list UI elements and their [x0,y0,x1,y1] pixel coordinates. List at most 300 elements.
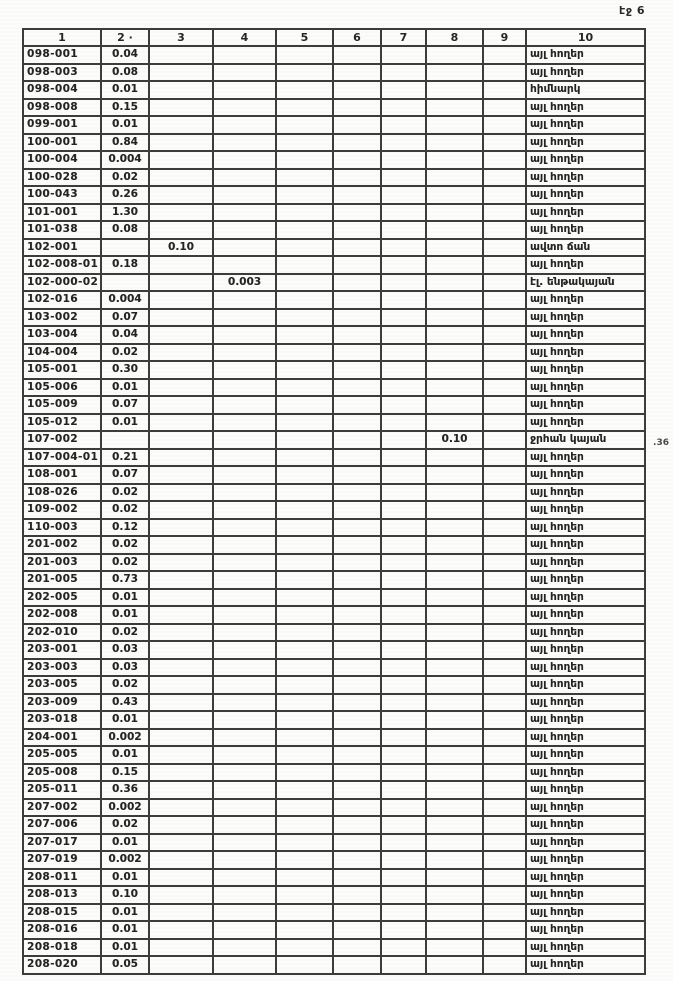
empty-cell [381,939,426,957]
table-row [23,81,645,99]
empty-cell [276,239,333,257]
empty-cell [276,589,333,607]
empty-cell [483,781,526,799]
land-use-cell: այլ հողեր [526,606,645,624]
empty-cell [381,676,426,694]
area-value-cell: 1.30 [101,204,149,222]
empty-cell [149,921,213,939]
empty-cell [483,116,526,134]
empty-cell [333,554,381,572]
empty-cell [149,484,213,502]
column-header: 4 [213,29,276,46]
land-use-cell: այլ հողեր [526,764,645,782]
area-value-cell: 0.02 [101,484,149,502]
parcel-code-cell: 205-008 [23,764,101,782]
empty-cell [381,186,426,204]
empty-cell [213,554,276,572]
land-use-cell: այլ հողեր [526,571,645,589]
area-value-cell: 0.004 [101,291,149,309]
empty-cell [483,431,526,449]
area-value-cell: 0.26 [101,186,149,204]
empty-cell [426,361,483,379]
parcel-code-cell: 208-015 [23,904,101,922]
empty-cell [426,81,483,99]
parcel-code-cell: 207-017 [23,834,101,852]
land-use-cell: այլ հողեր [526,659,645,677]
column-header: 2 · [101,29,149,46]
land-use-cell: այլ հողեր [526,46,645,64]
table-row [23,676,645,694]
empty-cell [213,64,276,82]
empty-cell [483,151,526,169]
table-row [23,151,645,169]
empty-cell [426,414,483,432]
table-row [23,501,645,519]
area-value-cell: 0.002 [101,851,149,869]
empty-cell [276,449,333,467]
empty-cell [333,99,381,117]
empty-cell [426,46,483,64]
empty-cell [149,886,213,904]
margin-note: .36 [653,438,669,448]
empty-cell [483,46,526,64]
empty-cell [276,711,333,729]
empty-cell [483,256,526,274]
empty-cell [426,116,483,134]
parcel-code-cell: 202-008 [23,606,101,624]
empty-cell [483,764,526,782]
empty-cell [333,274,381,292]
area-value-cell: 0.01 [101,606,149,624]
empty-cell [381,116,426,134]
land-use-cell: այլ հողեր [526,536,645,554]
empty-cell [213,519,276,537]
table-row [23,764,645,782]
empty-cell [149,519,213,537]
empty-cell [213,344,276,362]
empty-cell [426,64,483,82]
empty-cell [483,606,526,624]
empty-cell [333,64,381,82]
land-use-cell: այլ հողեր [526,204,645,222]
empty-cell [276,151,333,169]
parcel-code-cell: 205-005 [23,746,101,764]
empty-cell [483,554,526,572]
empty-cell [333,309,381,327]
column-header: 9 [483,29,526,46]
empty-cell [276,624,333,642]
land-use-cell: այլ հողեր [526,501,645,519]
empty-cell [276,781,333,799]
empty-cell [426,641,483,659]
empty-cell [213,396,276,414]
empty-cell [381,764,426,782]
empty-cell [276,116,333,134]
empty-cell [333,134,381,152]
land-use-cell: այլ հողեր [526,309,645,327]
empty-cell [483,501,526,519]
land-use-cell: այլ հողեր [526,921,645,939]
column-header: 8 [426,29,483,46]
empty-cell [426,589,483,607]
empty-cell [149,186,213,204]
area-value-cell: 0.73 [101,571,149,589]
empty-cell [333,816,381,834]
empty-cell [276,169,333,187]
area-value-cell: 0.15 [101,764,149,782]
empty-cell [381,291,426,309]
table-row [23,64,645,82]
parcel-code-cell: 203-003 [23,659,101,677]
land-use-cell: այլ հողեր [526,99,645,117]
empty-cell [333,344,381,362]
empty-cell [276,921,333,939]
empty-cell [213,81,276,99]
land-use-cell: այլ հողեր [526,869,645,887]
table-row [23,869,645,887]
empty-cell [213,169,276,187]
parcel-code-cell: 102-016 [23,291,101,309]
empty-cell [483,571,526,589]
empty-cell [381,431,426,449]
empty-cell [149,501,213,519]
empty-cell [483,939,526,957]
empty-cell [333,711,381,729]
table-row [23,624,645,642]
empty-cell [483,746,526,764]
land-use-cell: այլ հողեր [526,484,645,502]
empty-cell [381,501,426,519]
land-use-cell: այլ հողեր [526,64,645,82]
empty-cell [426,134,483,152]
empty-cell [483,291,526,309]
empty-cell [276,571,333,589]
empty-cell [333,729,381,747]
empty-cell [426,449,483,467]
table-row [23,256,645,274]
empty-cell [276,309,333,327]
empty-cell [149,816,213,834]
empty-cell [333,291,381,309]
empty-cell [381,239,426,257]
empty-cell [276,46,333,64]
empty-cell [426,624,483,642]
empty-cell [333,256,381,274]
empty-cell [149,834,213,852]
empty-cell [213,151,276,169]
empty-cell [483,921,526,939]
table-row [23,466,645,484]
empty-cell [149,431,213,449]
empty-cell [276,274,333,292]
parcel-code-cell: 201-002 [23,536,101,554]
land-use-cell: այլ հողեր [526,221,645,239]
table-row [23,956,645,974]
empty-cell [483,694,526,712]
empty-cell [149,554,213,572]
empty-cell [213,134,276,152]
empty-cell [426,554,483,572]
land-use-cell: այլ հողեր [526,589,645,607]
empty-cell [426,729,483,747]
empty-cell [149,589,213,607]
empty-cell [483,396,526,414]
empty-cell [483,414,526,432]
table-row [23,904,645,922]
empty-cell [149,379,213,397]
empty-cell [381,414,426,432]
column-header: 10 [526,29,645,46]
empty-cell [276,536,333,554]
empty-cell [381,151,426,169]
empty-cell [381,256,426,274]
empty-cell [276,221,333,239]
empty-cell [483,274,526,292]
empty-cell [149,729,213,747]
land-use-cell: այլ հողեր [526,624,645,642]
land-use-cell: այլ հողեր [526,379,645,397]
empty-cell [381,309,426,327]
empty-cell [333,519,381,537]
empty-cell [381,466,426,484]
empty-cell [333,589,381,607]
area-value-cell: 0.12 [101,519,149,537]
land-use-cell: այլ հողեր [526,256,645,274]
empty-cell [213,764,276,782]
empty-cell [483,851,526,869]
land-use-cell: այլ հողեր [526,361,645,379]
empty-cell [483,834,526,852]
empty-cell [483,711,526,729]
parcel-code-cell: 107-004-01 [23,449,101,467]
empty-cell [213,221,276,239]
table-row [23,116,645,134]
empty-cell [276,186,333,204]
table-row [23,659,645,677]
empty-cell [381,904,426,922]
empty-cell [333,624,381,642]
parcel-code-cell: 098-003 [23,64,101,82]
land-use-cell: այլ հողեր [526,116,645,134]
empty-cell [213,869,276,887]
empty-cell [333,81,381,99]
empty-cell [276,379,333,397]
table-row [23,729,645,747]
parcel-code-cell: 204-001 [23,729,101,747]
parcel-code-cell: 207-006 [23,816,101,834]
empty-cell [149,81,213,99]
empty-cell [381,169,426,187]
area-value-cell: 0.01 [101,116,149,134]
land-use-cell: այլ հողեր [526,676,645,694]
empty-cell [483,956,526,974]
empty-cell [101,431,149,449]
empty-cell [149,571,213,589]
empty-cell [333,606,381,624]
area-value-cell: 0.04 [101,46,149,64]
land-use-cell: այլ հողեր [526,799,645,817]
empty-cell [213,239,276,257]
parcel-code-cell: 100-043 [23,186,101,204]
empty-cell [149,99,213,117]
page-number: էջ 6 [619,4,645,17]
table-row [23,641,645,659]
table-row [23,571,645,589]
parcel-code-cell: 108-001 [23,466,101,484]
empty-cell [381,729,426,747]
empty-cell [333,921,381,939]
empty-cell [276,466,333,484]
empty-cell [149,326,213,344]
land-use-cell: այլ հողեր [526,746,645,764]
parcel-code-cell: 202-010 [23,624,101,642]
area-value-cell: 0.01 [101,379,149,397]
empty-cell [276,431,333,449]
empty-cell [276,729,333,747]
empty-cell [149,361,213,379]
table-row [23,361,645,379]
empty-cell [213,99,276,117]
area-value-cell: 0.03 [101,641,149,659]
land-use-cell: այլ հողեր [526,554,645,572]
empty-cell [333,186,381,204]
table-row [23,396,645,414]
empty-cell [426,519,483,537]
area-value-cell: 0.18 [101,256,149,274]
land-use-cell: այլ հողեր [526,886,645,904]
empty-cell [149,851,213,869]
empty-cell [149,641,213,659]
parcel-code-cell: 203-018 [23,711,101,729]
area-value-cell: 0.10 [149,239,213,257]
table-row [23,711,645,729]
empty-cell [149,536,213,554]
area-value-cell: 0.004 [101,151,149,169]
empty-cell [426,239,483,257]
empty-cell [149,291,213,309]
table-row [23,519,645,537]
parcel-code-cell: 208-013 [23,886,101,904]
parcel-code-cell: 203-001 [23,641,101,659]
empty-cell [426,886,483,904]
empty-cell [426,204,483,222]
empty-cell [213,886,276,904]
empty-cell [381,606,426,624]
empty-cell [333,834,381,852]
parcel-code-cell: 101-001 [23,204,101,222]
empty-cell [276,344,333,362]
land-use-cell: այլ հողեր [526,939,645,957]
empty-cell [381,659,426,677]
empty-cell [149,606,213,624]
empty-cell [149,256,213,274]
empty-cell [426,396,483,414]
empty-cell [213,186,276,204]
empty-cell [149,169,213,187]
empty-cell [333,799,381,817]
area-value-cell: 0.30 [101,361,149,379]
empty-cell [333,764,381,782]
table-row [23,886,645,904]
empty-cell [381,221,426,239]
land-use-cell: այլ հողեր [526,344,645,362]
empty-cell [483,869,526,887]
empty-cell [213,624,276,642]
empty-cell [276,694,333,712]
empty-cell [426,921,483,939]
empty-cell [276,554,333,572]
empty-cell [333,536,381,554]
table-row [23,239,645,257]
empty-cell [149,449,213,467]
land-use-cell: այլ հողեր [526,414,645,432]
area-value-cell: 0.02 [101,554,149,572]
empty-cell [276,291,333,309]
empty-cell [149,781,213,799]
empty-cell [333,659,381,677]
parcel-code-cell: 103-004 [23,326,101,344]
area-value-cell: 0.01 [101,589,149,607]
empty-cell [276,606,333,624]
empty-cell [483,361,526,379]
empty-cell [426,274,483,292]
empty-cell [333,221,381,239]
parcel-code-cell: 208-011 [23,869,101,887]
empty-cell [483,536,526,554]
parcel-code-cell: 104-004 [23,344,101,362]
area-value-cell: 0.01 [101,81,149,99]
area-value-cell: 0.07 [101,309,149,327]
area-value-cell: 0.01 [101,869,149,887]
empty-cell [381,711,426,729]
empty-cell [381,64,426,82]
land-use-cell: այլ հողեր [526,851,645,869]
table-row [23,46,645,64]
land-use-cell: այլ հողեր [526,781,645,799]
empty-cell [276,396,333,414]
empty-cell [426,816,483,834]
land-use-cell: ջրհան կայան [526,431,645,449]
area-value-cell: 0.01 [101,834,149,852]
land-use-cell: ավտո ճան [526,239,645,257]
land-use-cell: այլ հողեր [526,151,645,169]
land-use-cell: հիմնարկ [526,81,645,99]
column-header: 5 [276,29,333,46]
table-row [23,536,645,554]
empty-cell [483,309,526,327]
empty-cell [426,309,483,327]
table-row [23,449,645,467]
area-value-cell: 0.84 [101,134,149,152]
area-value-cell: 0.07 [101,396,149,414]
empty-cell [149,221,213,239]
empty-cell [213,326,276,344]
area-value-cell: 0.21 [101,449,149,467]
empty-cell [333,239,381,257]
area-value-cell: 0.08 [101,64,149,82]
table-row [23,431,645,449]
empty-cell [276,256,333,274]
empty-cell [276,816,333,834]
parcel-code-cell: 108-026 [23,484,101,502]
empty-cell [149,799,213,817]
empty-cell [213,659,276,677]
area-value-cell: 0.02 [101,816,149,834]
empty-cell [213,466,276,484]
table-row [23,781,645,799]
empty-cell [333,449,381,467]
empty-cell [381,869,426,887]
